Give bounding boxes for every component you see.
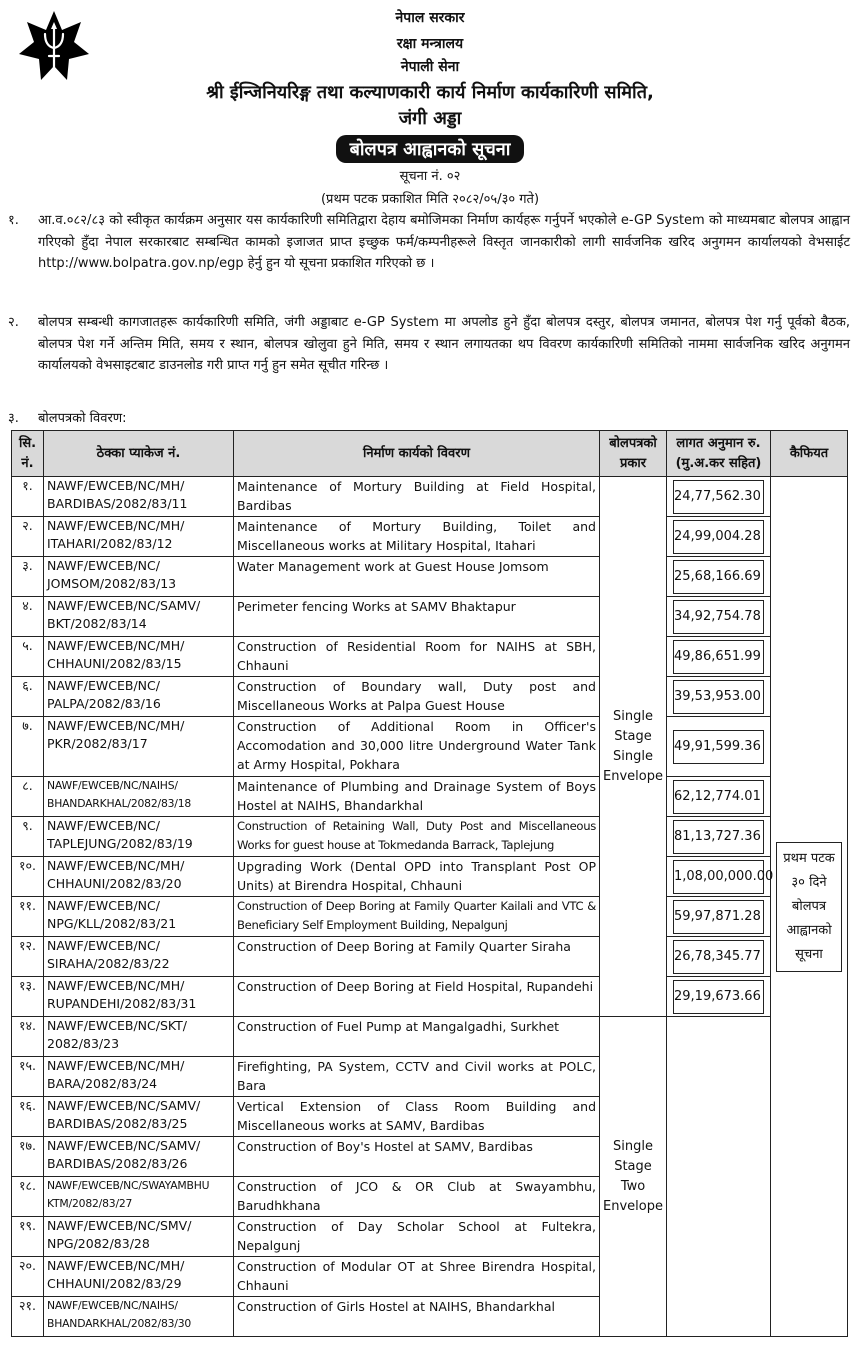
- work-description: Construction of Fuel Pump at Mangalgadhi, Surkhet: [234, 1017, 600, 1057]
- package-code-line1: NAWF/EWCEB/NC/SAMV/: [47, 1098, 201, 1113]
- header-remarks: कैफियत: [771, 431, 848, 477]
- package-code: [44, 777, 234, 817]
- paragraph-text: बोलपत्र सम्बन्धी कागजातहरू कार्यकारिणी समिति, जंगी अड्डाबाट e-GP System मा अपलोड हुने हुँदा बोलपत्र दस्तुर, बोलपत्र जमानत, बोलपत्र पेश गर्नु पूर्वको बैठक, बोलपत्र पेश गर्ने अन्तिम मिति, समय र स्थान, बोलपत्र खोलुवा हुने मिति, समय र स्थान लगायतका थप विवरण कार्यकारिणी समितिको नाममा सार्वजनिक खरिद अनुगमन कार्यालयको वेभसाइटबाट डाउनलोड गरी प्राप्त गर्नु हुन समेत सूचीत गरिन्छ ।: [38, 315, 850, 373]
- serial-number: ४.: [12, 597, 44, 637]
- package-code-line1: NAWF/EWCEB/NC/MH/: [47, 518, 185, 533]
- package-code: [44, 897, 234, 937]
- table-row: [12, 777, 848, 817]
- package-code-line2: TAPLEJUNG/2082/83/19: [47, 836, 193, 851]
- table-row: [12, 897, 848, 937]
- paragraph-text: आ.व.०८२/८३ को स्वीकृत कार्यक्रम अनुसार यस कार्यकारिणी समितिद्वारा देहाय बमोजिमका निर्माण कार्यहरू गर्नुपर्ने भएकोले e-GP System को माध्यमबाट बोलपत्र आह्वान गरिएको हुँदा नेपाल सरकारबाट सम्बन्धित कामको इजाजत प्राप्त इच्छुक फर्म/कम्पनीहरूले विस्तृत जानकारीको लागी सार्वजनिक खरिद अनुगमन कार्यालयको वेभसाईट http://www.bolpatra.gov.np/egp हेर्नु हुन यो सूचना प्रकाशित गरिएको छ ।: [38, 213, 850, 271]
- work-description: Construction of Deep Boring at Family Quarter Siraha: [234, 937, 600, 977]
- package-code-line2: PKR/2082/83/17: [47, 736, 148, 751]
- package-code-line1: NAWF/EWCEB/NC/: [47, 938, 160, 953]
- tender-type-single-envelope: Single Stage Single Envelope: [600, 477, 667, 1017]
- cost-estimate-cell: [667, 777, 771, 817]
- package-code: [44, 677, 234, 717]
- package-code-line2: RUPANDEHI/2082/83/31: [47, 996, 197, 1011]
- package-code-line2: BKT/2082/83/14: [47, 616, 147, 631]
- cost-estimate: 81,13,727.36: [673, 820, 764, 854]
- cost-estimate-cell: [667, 597, 771, 637]
- package-code-line1: NAWF/EWCEB/NC/MH/: [47, 718, 185, 733]
- package-code: [44, 597, 234, 637]
- package-code-line1: NAWF/EWCEB/NC/MH/: [47, 858, 185, 873]
- package-code-line2: 2082/83/23: [47, 1036, 120, 1051]
- table-row: [12, 637, 848, 677]
- table-row: [12, 977, 848, 1017]
- serial-number: २०.: [12, 1257, 44, 1297]
- package-code-line2: SIRAHA/2082/83/22: [47, 956, 170, 971]
- cost-estimate-cell: [667, 717, 771, 777]
- table-row: [12, 557, 848, 597]
- cost-estimate-cell: [667, 637, 771, 677]
- notice-number: सूचना नं. ०२: [399, 169, 461, 184]
- package-code-line1: NAWF/EWCEB/NC/MH/: [47, 1058, 185, 1073]
- cost-estimate: 24,77,562.30: [673, 480, 764, 514]
- work-description: Construction of Additional Room in Officer's Accomodation and 30,000 litre Underground Water Tank at Army Hospital, Pokhara: [234, 717, 600, 777]
- cost-estimate: 24,99,004.28: [673, 520, 764, 554]
- table-row: [12, 857, 848, 897]
- serial-number: १२.: [12, 937, 44, 977]
- package-code: [44, 1177, 234, 1217]
- cost-estimate: 59,97,871.28: [673, 900, 764, 934]
- govt-line: नेपाल सरकार: [395, 10, 465, 26]
- package-code: [44, 937, 234, 977]
- ministry-line: रक्षा मन्त्रालय: [396, 36, 464, 52]
- paragraph-3: [8, 408, 850, 430]
- publish-date: (प्रथम पटक प्रकाशित मिति २०८२/०५/३० गते): [320, 192, 540, 207]
- notice-banner: बोलपत्र आह्वानको सूचना: [336, 135, 525, 163]
- package-code: [44, 1057, 234, 1097]
- package-code: [44, 637, 234, 677]
- header-sn: सि. नं.: [12, 431, 44, 477]
- package-code: [44, 1217, 234, 1257]
- package-code-line2: PALPA/2082/83/16: [47, 696, 161, 711]
- header-package: ठेक्का प्याकेज नं.: [44, 431, 234, 477]
- cost-estimate: 62,12,774.01: [673, 780, 764, 814]
- work-description: Maintenance of Plumbing and Drainage System of Boys Hostel at NAIHS, Bhandarkhal: [234, 777, 600, 817]
- package-code-line2: ITAHARI/2082/83/12: [47, 536, 173, 551]
- package-code-line1: NAWF/EWCEB/NC/: [47, 678, 160, 693]
- serial-number: २१.: [12, 1297, 44, 1337]
- paragraph-number: २.: [8, 315, 19, 330]
- work-description: Construction of Deep Boring at Family Quarter Kailali and VTC & Beneficiary Self Employment Building, Nepalgunj: [234, 897, 600, 937]
- cost-estimate-cell: [667, 937, 771, 977]
- cost-estimate-cell: [667, 897, 771, 937]
- package-code-line2: BARA/2082/83/24: [47, 1076, 158, 1091]
- cost-estimate-cell: [667, 817, 771, 857]
- package-code-line2: CHHAUNI/2082/83/29: [47, 1276, 182, 1291]
- cost-estimate: 25,68,166.69: [673, 560, 764, 594]
- paragraph-number: ३.: [8, 411, 19, 426]
- paragraph-number: १.: [8, 213, 19, 228]
- cost-estimate: 34,92,754.78: [673, 600, 764, 634]
- serial-number: १.: [12, 477, 44, 517]
- table-row: [12, 597, 848, 637]
- header-description: निर्माण कार्यको विवरण: [234, 431, 600, 477]
- serial-number: २.: [12, 517, 44, 557]
- package-code-line2: BHANDARKHAL/2082/83/30: [47, 1317, 192, 1330]
- serial-number: १४.: [12, 1017, 44, 1057]
- cost-estimate: 39,53,953.00: [673, 680, 764, 714]
- cost-estimate-cell: [667, 977, 771, 1017]
- package-code: [44, 1257, 234, 1297]
- package-code-line1: NAWF/EWCEB/NC/: [47, 558, 160, 573]
- package-code-line2: CHHAUNI/2082/83/15: [47, 656, 182, 671]
- package-code-line2: BARDIBAS/2082/83/26: [47, 1156, 188, 1171]
- package-code: [44, 857, 234, 897]
- header-type: बोलपत्रको प्रकार: [600, 431, 667, 477]
- cost-estimate: 49,91,599.36: [673, 730, 764, 764]
- serial-number: १०.: [12, 857, 44, 897]
- serial-number: ६.: [12, 677, 44, 717]
- paragraph-2: [8, 312, 850, 377]
- work-description: Construction of Day Scholar School at Fultekra, Nepalgunj: [234, 1217, 600, 1257]
- package-code-line1: NAWF/EWCEB/NC/MH/: [47, 478, 185, 493]
- package-code: [44, 557, 234, 597]
- cost-estimate: 29,19,673.66: [673, 980, 764, 1014]
- work-description: Construction of Modular OT at Shree Birendra Hospital, Chhauni: [234, 1257, 600, 1297]
- package-code-line2: BARDIBAS/2082/83/25: [47, 1116, 188, 1131]
- paragraph-1: [8, 210, 850, 275]
- package-code-line2: CHHAUNI/2082/83/20: [47, 876, 182, 891]
- cost-estimate-cell: [667, 857, 774, 897]
- remarks-cell: [771, 477, 848, 1337]
- work-description: Construction of JCO & OR Club at Swayambhu, Barudhkhana: [234, 1177, 600, 1217]
- table-header-row: [12, 431, 848, 477]
- header-cost: लागत अनुमान रु. (मु.अ.कर सहित): [667, 431, 771, 477]
- work-description: Firefighting, PA System, CCTV and Civil works at POLC, Bara: [234, 1057, 600, 1097]
- work-description: Construction of Deep Boring at Field Hospital, Rupandehi: [234, 977, 600, 1017]
- package-code-line1: NAWF/EWCEB/NC/SWAYAMBHU: [47, 1179, 210, 1192]
- cost-estimate: 49,86,651.99: [673, 640, 764, 674]
- package-code-line1: NAWF/EWCEB/NC/: [47, 898, 160, 913]
- work-description: Construction of Girls Hostel at NAIHS, Bhandarkhal: [234, 1297, 600, 1337]
- cost-estimate-cell: [667, 677, 771, 717]
- table-row: [12, 717, 848, 777]
- package-code-line2: BARDIBAS/2082/83/11: [47, 496, 188, 511]
- work-description: Construction of Retaining Wall, Duty Post and Miscellaneous Works for guest house at Tokmedanda Barrack, Taplejung: [234, 817, 600, 857]
- package-code-line1: NAWF/EWCEB/NC/MH/: [47, 978, 185, 993]
- work-description: Water Management work at Guest House Jomsom: [234, 557, 600, 597]
- package-code-line2: KTM/2082/83/27: [47, 1197, 133, 1210]
- serial-number: १५.: [12, 1057, 44, 1097]
- serial-number: ९.: [12, 817, 44, 857]
- table-row: [12, 937, 848, 977]
- cost-estimate: 1,08,00,000.00: [673, 860, 764, 894]
- table-row: [12, 817, 848, 857]
- serial-number: १८.: [12, 1177, 44, 1217]
- work-description: Upgrading Work (Dental OPD into Transplant Post OP Units) at Birendra Hospital, Chhauni: [234, 857, 600, 897]
- table-row: [12, 477, 848, 517]
- work-description: Construction of Residential Room for NAIHS at SBH, Chhauni: [234, 637, 600, 677]
- package-code: [44, 977, 234, 1017]
- serial-number: ७.: [12, 717, 44, 777]
- package-code: [44, 1137, 234, 1177]
- package-code: [44, 717, 234, 777]
- package-code: [44, 517, 234, 557]
- serial-number: १६.: [12, 1097, 44, 1137]
- package-code-line2: BHANDARKHAL/2082/83/18: [47, 797, 192, 810]
- tender-type-two-envelope: Single Stage Two Envelope: [600, 1017, 667, 1337]
- cost-estimate-cell: [667, 477, 771, 517]
- package-code-line1: NAWF/EWCEB/NC/NAIHS/: [47, 1299, 178, 1312]
- package-code-line1: NAWF/EWCEB/NC/: [47, 818, 160, 833]
- package-code-line2: JOMSOM/2082/83/13: [47, 576, 177, 591]
- serial-number: १३.: [12, 977, 44, 1017]
- hq-line: जंगी अड्डा: [398, 108, 462, 129]
- cost-estimate: 26,78,345.77: [673, 940, 764, 974]
- tender-table: [11, 430, 848, 1337]
- serial-number: १७.: [12, 1137, 44, 1177]
- serial-number: ५.: [12, 637, 44, 677]
- package-code-line1: NAWF/EWCEB/NC/SMV/: [47, 1218, 192, 1233]
- serial-number: ११.: [12, 897, 44, 937]
- serial-number: १९.: [12, 1217, 44, 1257]
- table-row: [12, 677, 848, 717]
- remarks-text: प्रथम पटक ३० दिने बोलपत्र आह्वानको सूचना: [776, 842, 842, 972]
- serial-number: ३.: [12, 557, 44, 597]
- table-row: [12, 1017, 848, 1057]
- work-description: Construction of Boundary wall, Duty post and Miscellaneous Works at Palpa Guest House: [234, 677, 600, 717]
- package-code-line1: NAWF/EWCEB/NC/SAMV/: [47, 598, 201, 613]
- work-description: Maintenance of Mortury Building, Toilet and Miscellaneous works at Military Hospital, Itahari: [234, 517, 600, 557]
- table-row: [12, 517, 848, 557]
- cost-estimate-empty: [667, 1017, 771, 1337]
- cost-estimate-cell: [667, 557, 771, 597]
- work-description: Vertical Extension of Class Room Building and Miscellaneous works at SAMV, Bardibas: [234, 1097, 600, 1137]
- package-code: [44, 1017, 234, 1057]
- cost-estimate-cell: [667, 517, 771, 557]
- work-description: Perimeter fencing Works at SAMV Bhaktapur: [234, 597, 600, 637]
- serial-number: ८.: [12, 777, 44, 817]
- package-code-line1: NAWF/EWCEB/NC/NAIHS/: [47, 779, 178, 792]
- package-code-line1: NAWF/EWCEB/NC/MH/: [47, 1258, 185, 1273]
- package-code-line1: NAWF/EWCEB/NC/MH/: [47, 638, 185, 653]
- committee-line: श्री ईन्जिनियरिङ्ग तथा कल्याणकारी कार्य निर्माण कार्यकारिणी समिति,: [206, 82, 654, 103]
- work-description: Maintenance of Mortury Building at Field Hospital, Bardibas: [234, 477, 600, 517]
- paragraph-text: बोलपत्रको विवरण:: [38, 411, 127, 426]
- package-code-line2: NPG/2082/83/28: [47, 1236, 150, 1251]
- package-code-line2: NPG/KLL/2082/83/21: [47, 916, 177, 931]
- work-description: Construction of Boy's Hostel at SAMV, Bardibas: [234, 1137, 600, 1177]
- package-code: [44, 1097, 234, 1137]
- package-code: [44, 1297, 234, 1337]
- package-code-line1: NAWF/EWCEB/NC/SKT/: [47, 1018, 187, 1033]
- package-code: [44, 817, 234, 857]
- package-code-line1: NAWF/EWCEB/NC/SAMV/: [47, 1138, 201, 1153]
- army-line: नेपाली सेना: [400, 59, 460, 75]
- package-code: [44, 477, 234, 517]
